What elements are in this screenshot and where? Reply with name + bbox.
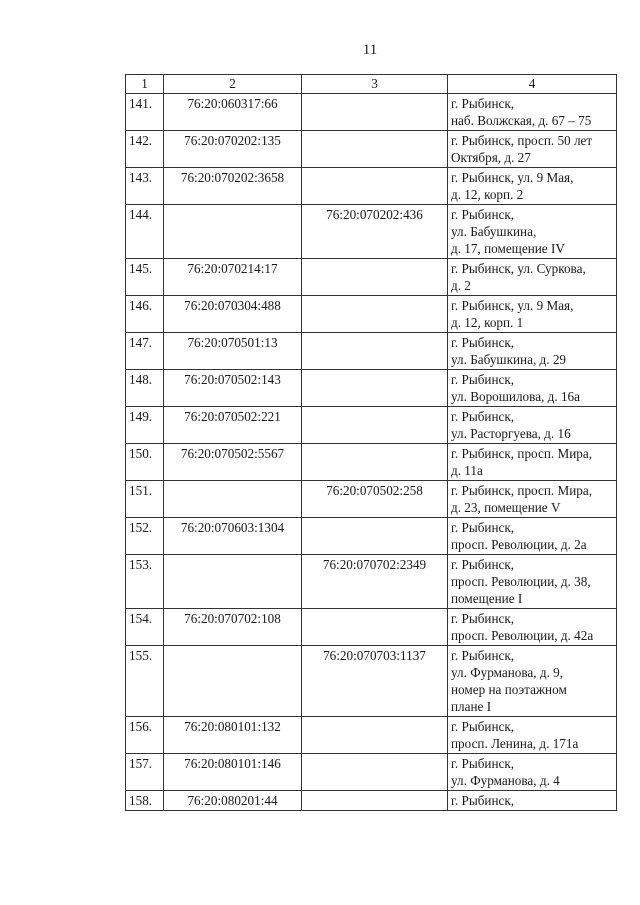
- table-row: [126, 94, 617, 131]
- row-number: 143.: [126, 168, 164, 205]
- address: г. Рыбинск, ул. 9 Мая, д. 12, корп. 1: [448, 296, 617, 333]
- table-row: [126, 407, 617, 444]
- cadastral-number-col2: 76:20:070214:17: [164, 259, 302, 296]
- cadastral-number-col2: 76:20:080101:146: [164, 754, 302, 791]
- cadastral-number-col3: [302, 717, 448, 754]
- address: г. Рыбинск, ул. Фурманова, д. 9, номер на поэтажном плане I: [448, 646, 617, 717]
- address: г. Рыбинск, просп. 50 лет Октября, д. 27: [448, 131, 617, 168]
- cadastral-number-col2: 76:20:070501:13: [164, 333, 302, 370]
- cadastral-number-col2: 76:20:070603:1304: [164, 518, 302, 555]
- table-row: [126, 518, 617, 555]
- row-number: 153.: [126, 555, 164, 609]
- row-number: 158.: [126, 791, 164, 811]
- cadastral-number-col3: [302, 518, 448, 555]
- cadastral-number-col3: 76:20:070702:2349: [302, 555, 448, 609]
- table-row: [126, 754, 617, 791]
- address: г. Рыбинск,: [448, 791, 617, 811]
- cadastral-number-col3: [302, 407, 448, 444]
- row-number: 156.: [126, 717, 164, 754]
- column-header-3: 3: [302, 75, 448, 94]
- cadastral-number-col3: [302, 791, 448, 811]
- address: г. Рыбинск, ул. Фурманова, д. 4: [448, 754, 617, 791]
- cadastral-number-col3: 76:20:070703:1137: [302, 646, 448, 717]
- cadastral-number-col3: [302, 259, 448, 296]
- table-row: [126, 205, 617, 259]
- row-number: 157.: [126, 754, 164, 791]
- cadastral-number-col2: 76:20:070304:488: [164, 296, 302, 333]
- cadastral-number-col2: 76:20:080201:44: [164, 791, 302, 811]
- cadastral-number-col3: [302, 94, 448, 131]
- address: г. Рыбинск, просп. Революции, д. 42а: [448, 609, 617, 646]
- address: г. Рыбинск, просп. Ленина, д. 171а: [448, 717, 617, 754]
- address: г. Рыбинск, ул. Бабушкина, д. 29: [448, 333, 617, 370]
- address: г. Рыбинск, просп. Революции, д. 38, помещение I: [448, 555, 617, 609]
- row-number: 145.: [126, 259, 164, 296]
- table-row: [126, 646, 617, 717]
- row-number: 150.: [126, 444, 164, 481]
- address: г. Рыбинск, наб. Волжская, д. 67 – 75: [448, 94, 617, 131]
- table-row: [126, 296, 617, 333]
- cadastral-number-col2: [164, 555, 302, 609]
- table-row: [126, 791, 617, 811]
- cadastral-number-col3: [302, 296, 448, 333]
- cadastral-number-col2: 76:20:060317:66: [164, 94, 302, 131]
- address: г. Рыбинск, просп. Мира, д. 23, помещение V: [448, 481, 617, 518]
- cadastral-number-col2: 76:20:070702:108: [164, 609, 302, 646]
- row-number: 142.: [126, 131, 164, 168]
- column-header-2: 2: [164, 75, 302, 94]
- table-row: [126, 481, 617, 518]
- cadastral-number-col3: 76:20:070502:258: [302, 481, 448, 518]
- table-row: [126, 555, 617, 609]
- cadastral-number-col2: [164, 481, 302, 518]
- cadastral-number-col3: [302, 609, 448, 646]
- address: г. Рыбинск, просп. Мира, д. 11а: [448, 444, 617, 481]
- table-body: [126, 94, 617, 811]
- cadastral-number-col2: 76:20:070502:5567: [164, 444, 302, 481]
- row-number: 151.: [126, 481, 164, 518]
- address: г. Рыбинск, ул. Ворошилова, д. 16а: [448, 370, 617, 407]
- row-number: 144.: [126, 205, 164, 259]
- table-row: [126, 717, 617, 754]
- row-number: 148.: [126, 370, 164, 407]
- table-row: [126, 333, 617, 370]
- cadastral-number-col2: 76:20:070502:143: [164, 370, 302, 407]
- page-number: 11: [362, 42, 378, 58]
- row-number: 146.: [126, 296, 164, 333]
- row-number: 152.: [126, 518, 164, 555]
- table-row: [126, 370, 617, 407]
- address: г. Рыбинск, ул. Расторгуева, д. 16: [448, 407, 617, 444]
- cadastral-number-col2: [164, 205, 302, 259]
- table-header-row: [126, 75, 617, 94]
- row-number: 147.: [126, 333, 164, 370]
- row-number: 155.: [126, 646, 164, 717]
- cadastral-number-col3: [302, 131, 448, 168]
- cadastral-number-col3: [302, 333, 448, 370]
- column-header-4: 4: [448, 75, 617, 94]
- address: г. Рыбинск, просп. Революции, д. 2а: [448, 518, 617, 555]
- cadastral-number-col2: 76:20:070202:135: [164, 131, 302, 168]
- address: г. Рыбинск, ул. Бабушкина, д. 17, помещение IV: [448, 205, 617, 259]
- table-row: [126, 609, 617, 646]
- cadastral-number-col3: [302, 168, 448, 205]
- row-number: 149.: [126, 407, 164, 444]
- row-number: 154.: [126, 609, 164, 646]
- cadastral-number-col2: [164, 646, 302, 717]
- address: г. Рыбинск, ул. 9 Мая, д. 12, корп. 2: [448, 168, 617, 205]
- cadastral-number-col3: [302, 444, 448, 481]
- table-row: [126, 168, 617, 205]
- table-row: [126, 131, 617, 168]
- cadastral-number-col3: [302, 754, 448, 791]
- cadastral-number-col3: 76:20:070202:436: [302, 205, 448, 259]
- cadastral-number-col2: 76:20:080101:132: [164, 717, 302, 754]
- table-row: [126, 259, 617, 296]
- cadastral-number-col2: 76:20:070202:3658: [164, 168, 302, 205]
- cadastral-number-col2: 76:20:070502:221: [164, 407, 302, 444]
- row-number: 141.: [126, 94, 164, 131]
- address: г. Рыбинск, ул. Суркова, д. 2: [448, 259, 617, 296]
- property-table: [125, 74, 617, 811]
- column-header-1: 1: [126, 75, 164, 94]
- table-row: [126, 444, 617, 481]
- cadastral-number-col3: [302, 370, 448, 407]
